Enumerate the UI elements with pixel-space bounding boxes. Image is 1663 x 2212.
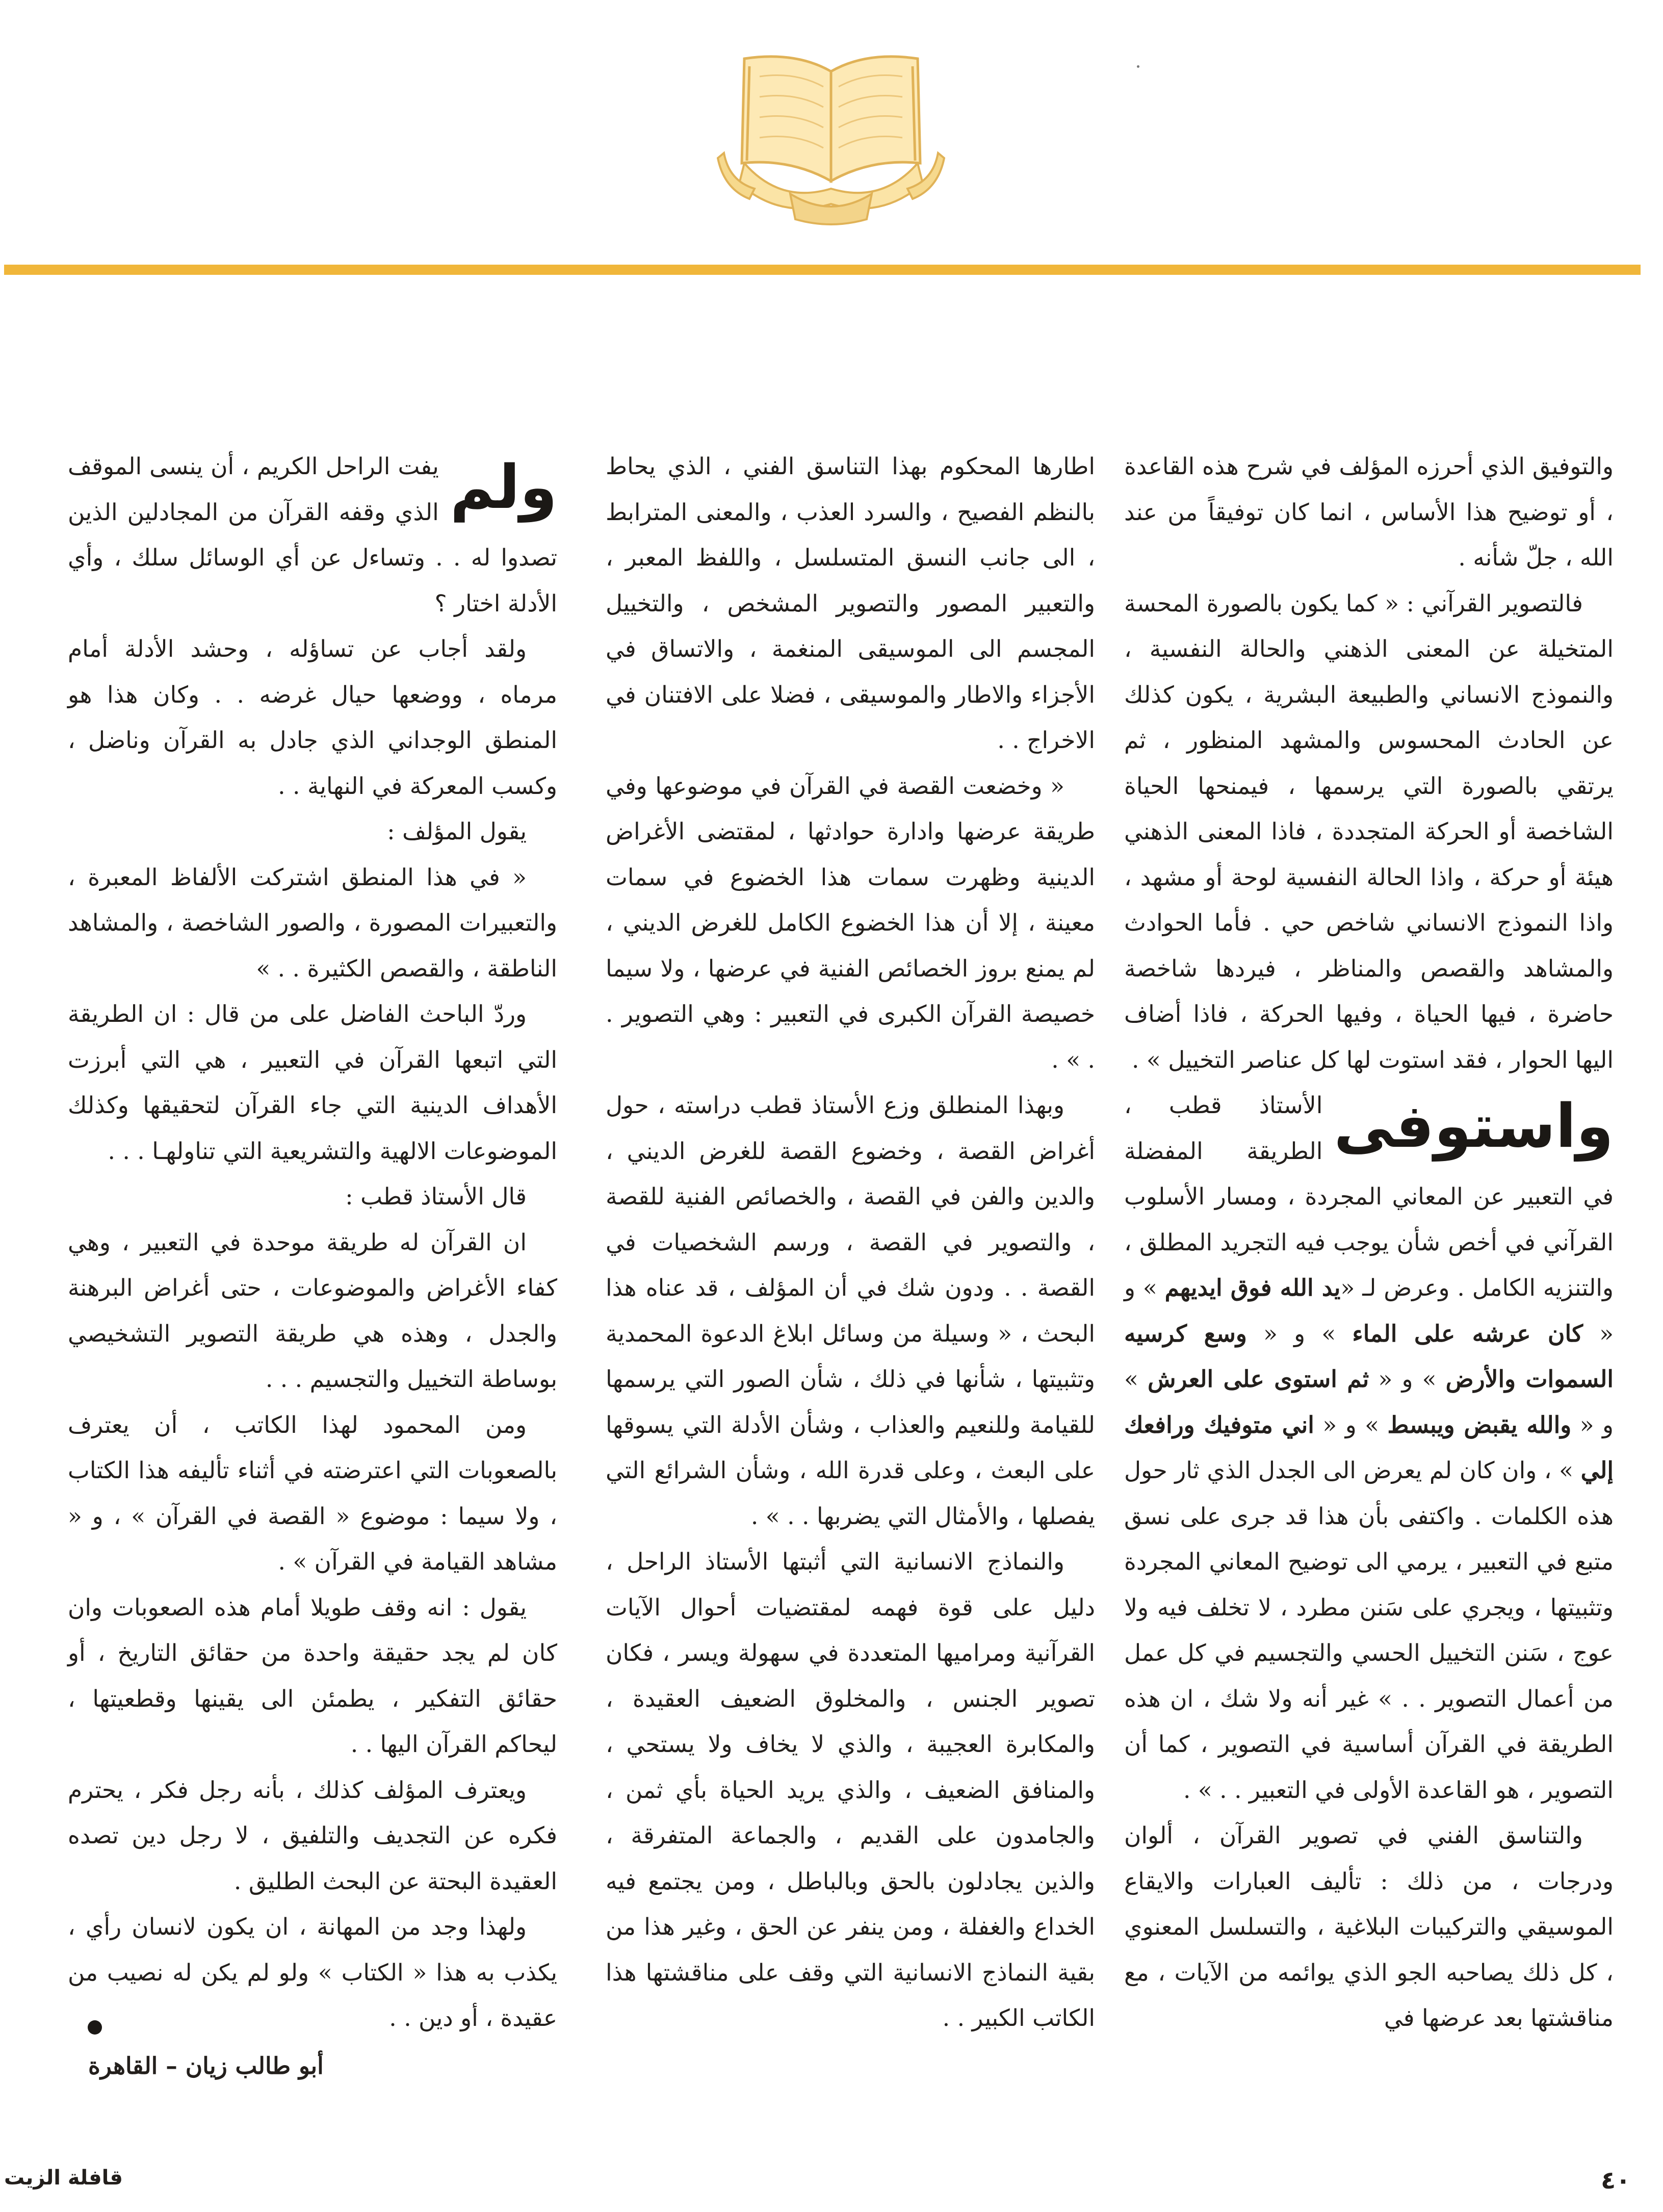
quran-quote: اني متوفيك ورافعك إلي — [1124, 1410, 1614, 1484]
column-middle — [606, 444, 1095, 2137]
page-number: ٤٠ — [1601, 2166, 1631, 2195]
paragraph: وردّ الباحث الفاضل على من قال : ان الطريقة التي اتبعها القرآن في التعبير ، هي التي أبرزت الأهداف الدينية التي جاء القرآن لتحقيقها وكذلك الموضوعات الالهية والتشريعية التي تناولهـا . . . — [68, 1000, 557, 1165]
quotation: « في هذا المنطق اشتركت الألفاظ المعبرة ، والتعبيرات المصورة ، والصور الشاخصة ، والمشاهد الناطقة ، والقصص الكثيرة . . » — [68, 863, 557, 982]
column-left — [68, 444, 557, 2137]
dropcap: واستوفى — [1334, 1091, 1614, 1161]
column-right — [1124, 444, 1614, 2137]
paragraph: يقول المؤلف : — [387, 818, 527, 845]
header-rule — [4, 265, 1641, 275]
quran-quote: ثم استوى على العرش — [1147, 1365, 1369, 1393]
paragraph: « وخضعت القصة في القرآن في موضوعها وفي طريقة عرضها وادارة حوادثها ، لمقتضى الأغراض الدينية وظهرت سمات هذا الخضوع في سمات معينة ، إلا أن هذا الخضوع الكامل للغرض الديني ، لم يمنع بروز الخصائص الفنية في عرضها ، ولا سيما خصيصة القرآن الكبرى في التعبير : وهي التصوير . . » . — [606, 772, 1095, 1073]
paragraph: اطارها المحكوم بهذا التناسق الفني ، الذي يحاط بالنظم الفصيح ، والسرد العذب ، والمعنى المترابط ، الى جانب النسق المتسلسل ، واللفظ المعبر ، والتعبير المصور والتصوير المشخص ، والتخييل المجسم الى الموسيقى المنغمة ، والاتساق في الأجزاء والاطار والموسيقى ، فضلا على الافتنان في الاخراج . . — [606, 453, 1095, 754]
separator-text: » و « — [1124, 1274, 1614, 1347]
paragraph: فالتصوير القرآني : « كما يكون بالصورة المحسة المتخيلة عن المعنى الذهني والحالة النفسية ، والنموذج الانساني والطبيعة البشرية ، يكون كذلك عن الحادث المحسوس والمشهد المنظور ، ثم يرتقي بالصورة التي يرسمها ، فيمنحها الحياة الشاخصة أو الحركة المتجددة ، فاذا المعنى الذهني هيئة أو حركة ، واذا الحالة النفسية لوحة أو مشهد ، واذا النموذج الانساني شاخص حي . فأما الحوادث والمشاهد والقصص والمناظر ، فيردها شاخصة حاضرة ، فيها الحياة ، وفيها الحركة ، فاذا أضاف اليها الحوار ، فقد استوت لها كل عناصر التخييل » . — [1124, 589, 1614, 1073]
author-signature: أبو طالب زيان – القاهرة — [88, 2051, 324, 2079]
paragraph: والتناسق الفني في تصوير القرآن ، ألوان ودرجات ، من ذلك : تأليف العبارات والايقاع الموسيقي والتركيبات البلاغية ، والتسلسل المعنوي ، كل ذلك يصاحبه الجو الذي يوائمه من الآيات ، مع مناقشتها بعد عرضها في — [1124, 1822, 1614, 2031]
paragraph-with-dropcap — [1124, 1083, 1614, 1813]
paragraph-text: » ، وان كان لم يعرض الى الجدل الذي ثار حول هذه الكلمات . واكتفى بأن هذا قد جرى على نسق متبع في التعبير ، يرمي الى توضيح المعاني المجردة وتثبيتها ، ويجري على سَنن مطرد ، لا تخلف فيه ولا عوج ، سَنن التخييل الحسي والتجسيم في كل عمل من أعمال التصوير . . » غير أنه ولا شك ، ان هذه الطريقة في القرآن أساسية في التصوير ، كما أن التصوير ، هو القاعدة الأولى في التعبير . . » . — [1124, 1457, 1614, 1804]
paragraph: ولهذا وجد من المهانة ، ان يكون لانسان رأي ، يكذب به هذا « الكتاب » ولو لم يكن له نصيب من عقيدة ، أو دين . . — [68, 1913, 557, 2031]
paragraph-text: الأستاذ قطب ، الطريقة المفضلة في التعبير عن المعاني المجردة ، ومسار الأسلوب القرآني في أخص شأن يوجب فيه التجريد المطلق ، والتنزيه الكامل . وعرض لـ « — [1124, 1092, 1614, 1301]
print-speck — [1137, 65, 1139, 68]
paragraph: يقول : انه وقف طويلا أمام هذه الصعوبات وان كان لم يجد حقيقة واحدة من حقائق التاريخ ، أو حقائق التفكير ، يطمئن الى يقينها وقطعيتها ، ليحاكم القرآن اليها . . — [68, 1593, 557, 1758]
dropcap: ولم — [450, 452, 557, 522]
separator-text: » و « — [1263, 1320, 1336, 1347]
paragraph: والنماذج الانسانية التي أثبتها الأستاذ الراحل ، دليل على قوة فهمه لمقتضيات أحوال الآيات القرآنية ومراميها المتعددة في سهولة ويسر ، فكان تصوير الجنس ، والمخلوق الضعيف العقيدة ، والمكابرة العجيبة ، والذي لا يخاف ولا يستحي ، والمنافق الضعيف ، والذي يريد الحياة بأي ثمن ، والجامدون على القديم ، والجماعة المتفرقة ، والذين يجادلون بالحق وبالباطل ، ومن يجتمع فيه الخداع والغفلة ، ومن ينفر عن الحق ، وغير هذا من بقية النماذج الانسانية التي وقف على مناقشتها هذا الكاتب الكبير . . — [606, 1548, 1095, 2031]
paragraph: والتوفيق الذي أحرزه المؤلف في شرح هذه القاعدة ، أو توضيح هذا الأساس ، انما كان توفيقاً من عند الله ، جلّ شأنه . — [1124, 453, 1614, 571]
paragraph: ويعترف المؤلف كذلك ، بأنه رجل فكر ، يحترم فكره عن التجديف والتلفيق ، لا رجل دين تصده العقيدة البحتة عن البحث الطليق . — [68, 1776, 557, 1895]
quran-quote: كان عرشه على الماء — [1352, 1319, 1583, 1347]
magazine-name: قافلة الزيت — [4, 2166, 123, 2190]
quran-quote: يد الله فوق ايديهم — [1164, 1274, 1341, 1301]
open-book-icon — [714, 36, 948, 229]
end-mark — [88, 2020, 102, 2035]
separator-text: » و « — [1124, 1366, 1614, 1438]
separator-text: » و « — [1378, 1366, 1437, 1393]
paragraph: ومن المحمود لهذا الكاتب ، أن يعترف بالصعوبات التي اعترضته في أثناء تأليفه هذا الكتاب ، ولا سيما : موضوع « القصة في القرآن » ، و « مشاهد القيامة في القرآن » . — [68, 1411, 557, 1575]
paragraph: ولقد أجاب عن تساؤله ، وحشد الأدلة أمام مرماه ، ووضعها حيال غرضه . . وكان هذا هو المنطق الوجداني الذي جادل به القرآن وناضل ، وكسب المعركة في النهاية . . — [68, 635, 557, 800]
separator-text: » و « — [1322, 1411, 1379, 1438]
paragraph-with-dropcap — [68, 444, 557, 626]
paragraph: قال الأستاذ قطب : — [345, 1183, 527, 1210]
paragraph: وبهذا المنطلق وزع الأستاذ قطب دراسته ، حول أغراض القصة ، وخضوع القصة للغرض الديني ، والدين والفن في القصة ، والخصائص الفنية للقصة ، والتصوير في القصة ، ورسم الشخصيات في القصة . . ودون شك في أن المؤلف ، قد عناه هذا البحث ، « وسيلة من وسائل ابلاغ الدعوة المحمدية وتثبيتها ، شأنها في ذلك ، شأن الصور التي يرسمها للقيامة وللنعيم والعذاب ، وشأن الأدلة التي يسوقها على البعث ، وعلى قدرة الله ، وشأن الشرائع التي يفصلها ، والأمثال التي يضربها . . » . — [606, 1092, 1095, 1530]
quran-quote: وسع كرسيه السموات والأرض — [1124, 1319, 1614, 1393]
paragraph-text: يفت الراحل الكريم ، أن ينسى الموقف الذي وقفه القرآن من المجادلين الذين تصدوا له . . وتساءل عن أي الوسائل سلك ، وأي الأدلة اختار ؟ — [68, 453, 557, 617]
quran-quote: والله يقبض ويبسط — [1387, 1410, 1572, 1438]
paragraph: ان القرآن له طريقة موحدة في التعبير ، وهي كفاء الأغراض والموضوعات ، حتى أغراض البرهنة والجدل ، وهذه هي طريقة التصوير التشخيصي بوساطة التخييل والتجسيم . . . — [68, 1228, 557, 1393]
